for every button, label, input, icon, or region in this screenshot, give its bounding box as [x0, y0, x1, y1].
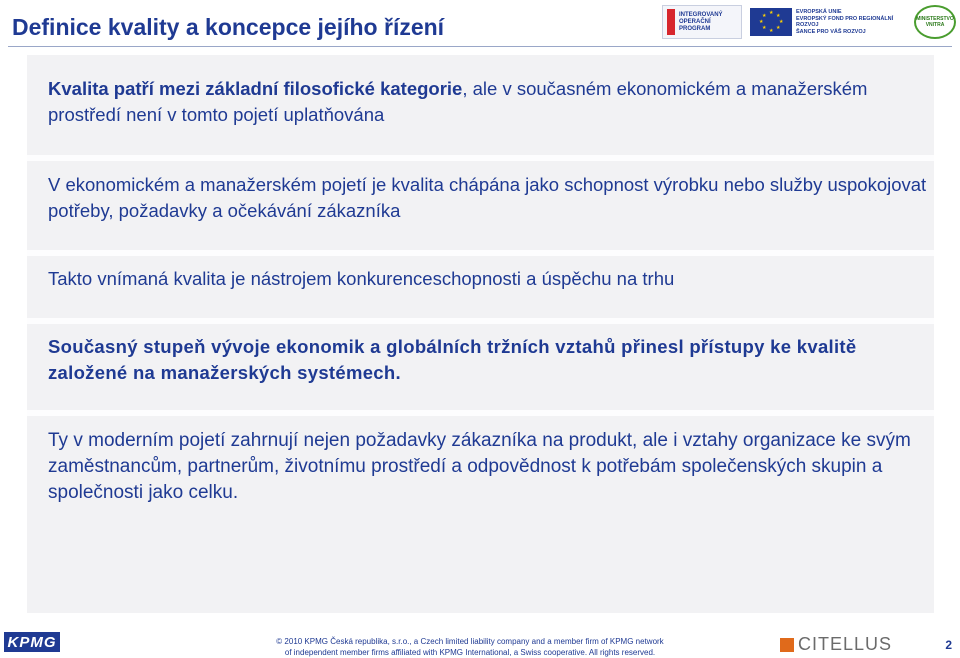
- page-number: 2: [945, 638, 952, 652]
- panel-divider: [27, 155, 934, 161]
- paragraph-3: Takto vnímaná kvalita je nástrojem konkurenceschopnosti a úspěchu na trhu: [48, 268, 675, 289]
- iop-text-1: INTEGROVANÝ: [679, 11, 723, 18]
- paragraph-4: Současný stupeň vývoje ekonomik a globálních tržních vztahů přinesl přístupy ke kvalitě založené na manažerských systémech.: [48, 336, 857, 383]
- paragraph-1-emphasis: Kvalita patří mezi základní filosofické kategorie: [48, 78, 463, 99]
- citellus-mark-icon: [780, 638, 794, 652]
- sponsor-logos: [662, 2, 956, 42]
- eu-text-1: EVROPSKÁ UNIE: [796, 9, 842, 15]
- ministry-logo-text: MINISTERSTVO VNITRA: [916, 16, 954, 28]
- copyright-line-1: © 2010 KPMG Česká republika, s.r.o., a Czech limited liability company and a member firm of KPMG network: [276, 637, 664, 646]
- eu-logo: [750, 8, 906, 36]
- copyright-line-2: of independent member firms affiliated with KPMG International, a Swiss cooperative. All rights reserved.: [284, 648, 656, 657]
- paragraph-5: Ty v moderním pojetí zahrnují nejen požadavky zákazníka na produkt, ale i vztahy organizace ke svým zaměstnancům, partnerům, životnímu prostředí a odpovědnost k potřebám společenských skupin a společnosti jako celku.: [48, 430, 911, 503]
- copyright-notice: [260, 636, 680, 658]
- eu-flag-icon: ★ ★ ★ ★ ★ ★ ★ ★: [750, 8, 792, 36]
- citellus-text: CITELLUS: [798, 634, 893, 654]
- iop-mark-icon: [667, 9, 675, 35]
- iop-logo: [662, 5, 742, 39]
- eu-text-3: ŠANCE PRO VÁŠ ROZVOJ: [796, 28, 866, 35]
- iop-text-3: PROGRAM: [679, 25, 711, 32]
- panel-divider: [27, 318, 934, 324]
- paragraph-1-rest: , ale v současném ekonomickém a manažerském prostředí není v tomto pojetí uplatňována: [48, 78, 868, 125]
- panel-divider: [27, 410, 934, 416]
- iop-text-2: OPERAČNÍ: [679, 18, 711, 25]
- footer: [0, 620, 960, 658]
- citellus-logo: [780, 634, 892, 655]
- ministry-logo: [914, 5, 956, 39]
- title-divider: [8, 46, 952, 47]
- kpmg-logo: KPMG: [4, 632, 60, 652]
- page-title: Definice kvality a koncepce jejího řízení: [12, 14, 445, 40]
- paragraph-2: V ekonomickém a manažerském pojetí je kvalita chápána jako schopnost výrobku nebo služby uspokojovat potřeby, požadavky a očekávání zákazníka: [48, 174, 927, 221]
- eu-text-2: EVROPSKÝ FOND PRO REGIONÁLNÍ ROZVOJ: [796, 15, 894, 28]
- panel-divider: [27, 250, 934, 256]
- paragraph-1: [48, 76, 928, 128]
